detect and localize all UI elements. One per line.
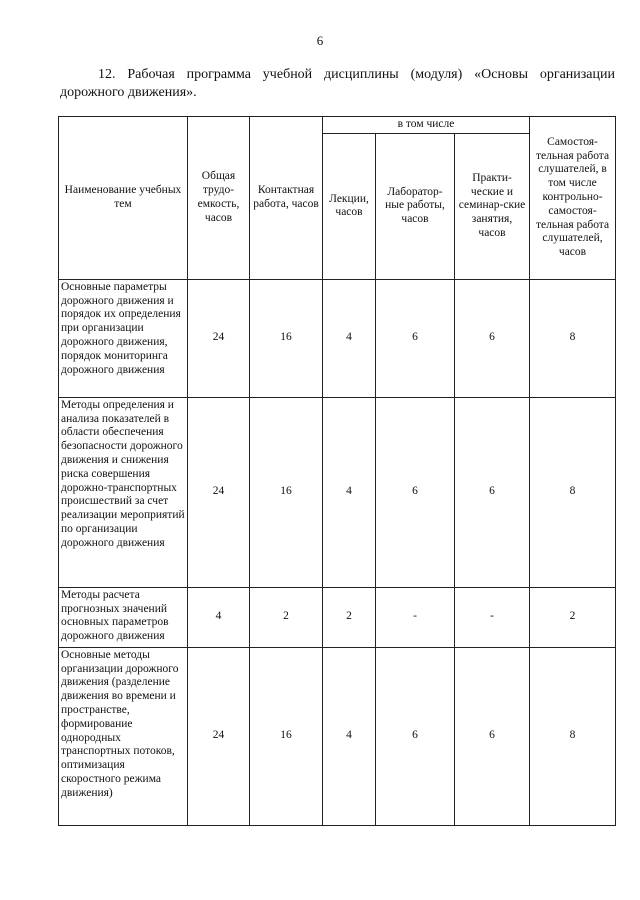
- lab-hours-cell: -: [376, 587, 455, 647]
- section-heading: 12. Рабочая программа учебной дисциплины (модуля) «Основы организации дорожного движения».: [60, 67, 615, 100]
- lab-hours-cell: 6: [376, 647, 455, 825]
- table-row: [59, 279, 616, 397]
- lab-hours-cell: 6: [376, 397, 455, 587]
- topic-cell: Основные методы организации дорожного движения (разделение движения во времени и пространстве, формирование однородных транспортных потоков, оптимизация скоростного режима движения): [59, 647, 188, 825]
- page-number: 6: [316, 33, 324, 48]
- table-row: [59, 587, 616, 647]
- header-total: Общая трудо-емкость, часов: [188, 117, 250, 280]
- self-study-hours-cell: 2: [530, 587, 616, 647]
- header-contact: Контактная работа, часов: [250, 117, 323, 280]
- practice-hours-cell: 6: [455, 647, 530, 825]
- header-in-total: в том числе: [323, 117, 530, 134]
- lecture-hours-cell: 4: [323, 647, 376, 825]
- table-row: [59, 397, 616, 587]
- table-row: [59, 647, 616, 825]
- lab-hours-cell: 6: [376, 279, 455, 397]
- self-study-hours-cell: 8: [530, 279, 616, 397]
- header-lectures: Лекции, часов: [323, 133, 376, 279]
- lecture-hours-cell: 2: [323, 587, 376, 647]
- self-study-hours-cell: 8: [530, 647, 616, 825]
- lecture-hours-cell: 4: [323, 397, 376, 587]
- header-self: Самостоя-тельная работа слушателей, в том числе контрольно-самостоя-тельная работа слушателей, часов: [530, 117, 616, 280]
- contact-hours-cell: 16: [250, 647, 323, 825]
- topic-cell: Методы расчета прогнозных значений основных параметров дорожного движения: [59, 587, 188, 647]
- total-hours-cell: 24: [188, 397, 250, 587]
- practice-hours-cell: -: [455, 587, 530, 647]
- practice-hours-cell: 6: [455, 397, 530, 587]
- header-labs: Лаборатор-ные работы, часов: [376, 133, 455, 279]
- topic-cell: Методы определения и анализа показателей в области обеспечения безопасности дорожного движения и снижения риска совершения дорожно-транспортных происшествий за счет реализации мероприятий по организации дорожного движения: [59, 397, 188, 587]
- contact-hours-cell: 2: [250, 587, 323, 647]
- curriculum-table: [58, 116, 616, 826]
- self-study-hours-cell: 8: [530, 397, 616, 587]
- header-practice: Практи-ческие и семинар-ские занятия, часов: [455, 133, 530, 279]
- practice-hours-cell: 6: [455, 279, 530, 397]
- contact-hours-cell: 16: [250, 397, 323, 587]
- topic-cell: Основные параметры дорожного движения и порядок их определения при организации дорожного движения, порядок мониторинга дорожного движения: [59, 279, 188, 397]
- total-hours-cell: 24: [188, 647, 250, 825]
- header-topic: Наименование учебных тем: [59, 117, 188, 280]
- total-hours-cell: 4: [188, 587, 250, 647]
- lecture-hours-cell: 4: [323, 279, 376, 397]
- total-hours-cell: 24: [188, 279, 250, 397]
- contact-hours-cell: 16: [250, 279, 323, 397]
